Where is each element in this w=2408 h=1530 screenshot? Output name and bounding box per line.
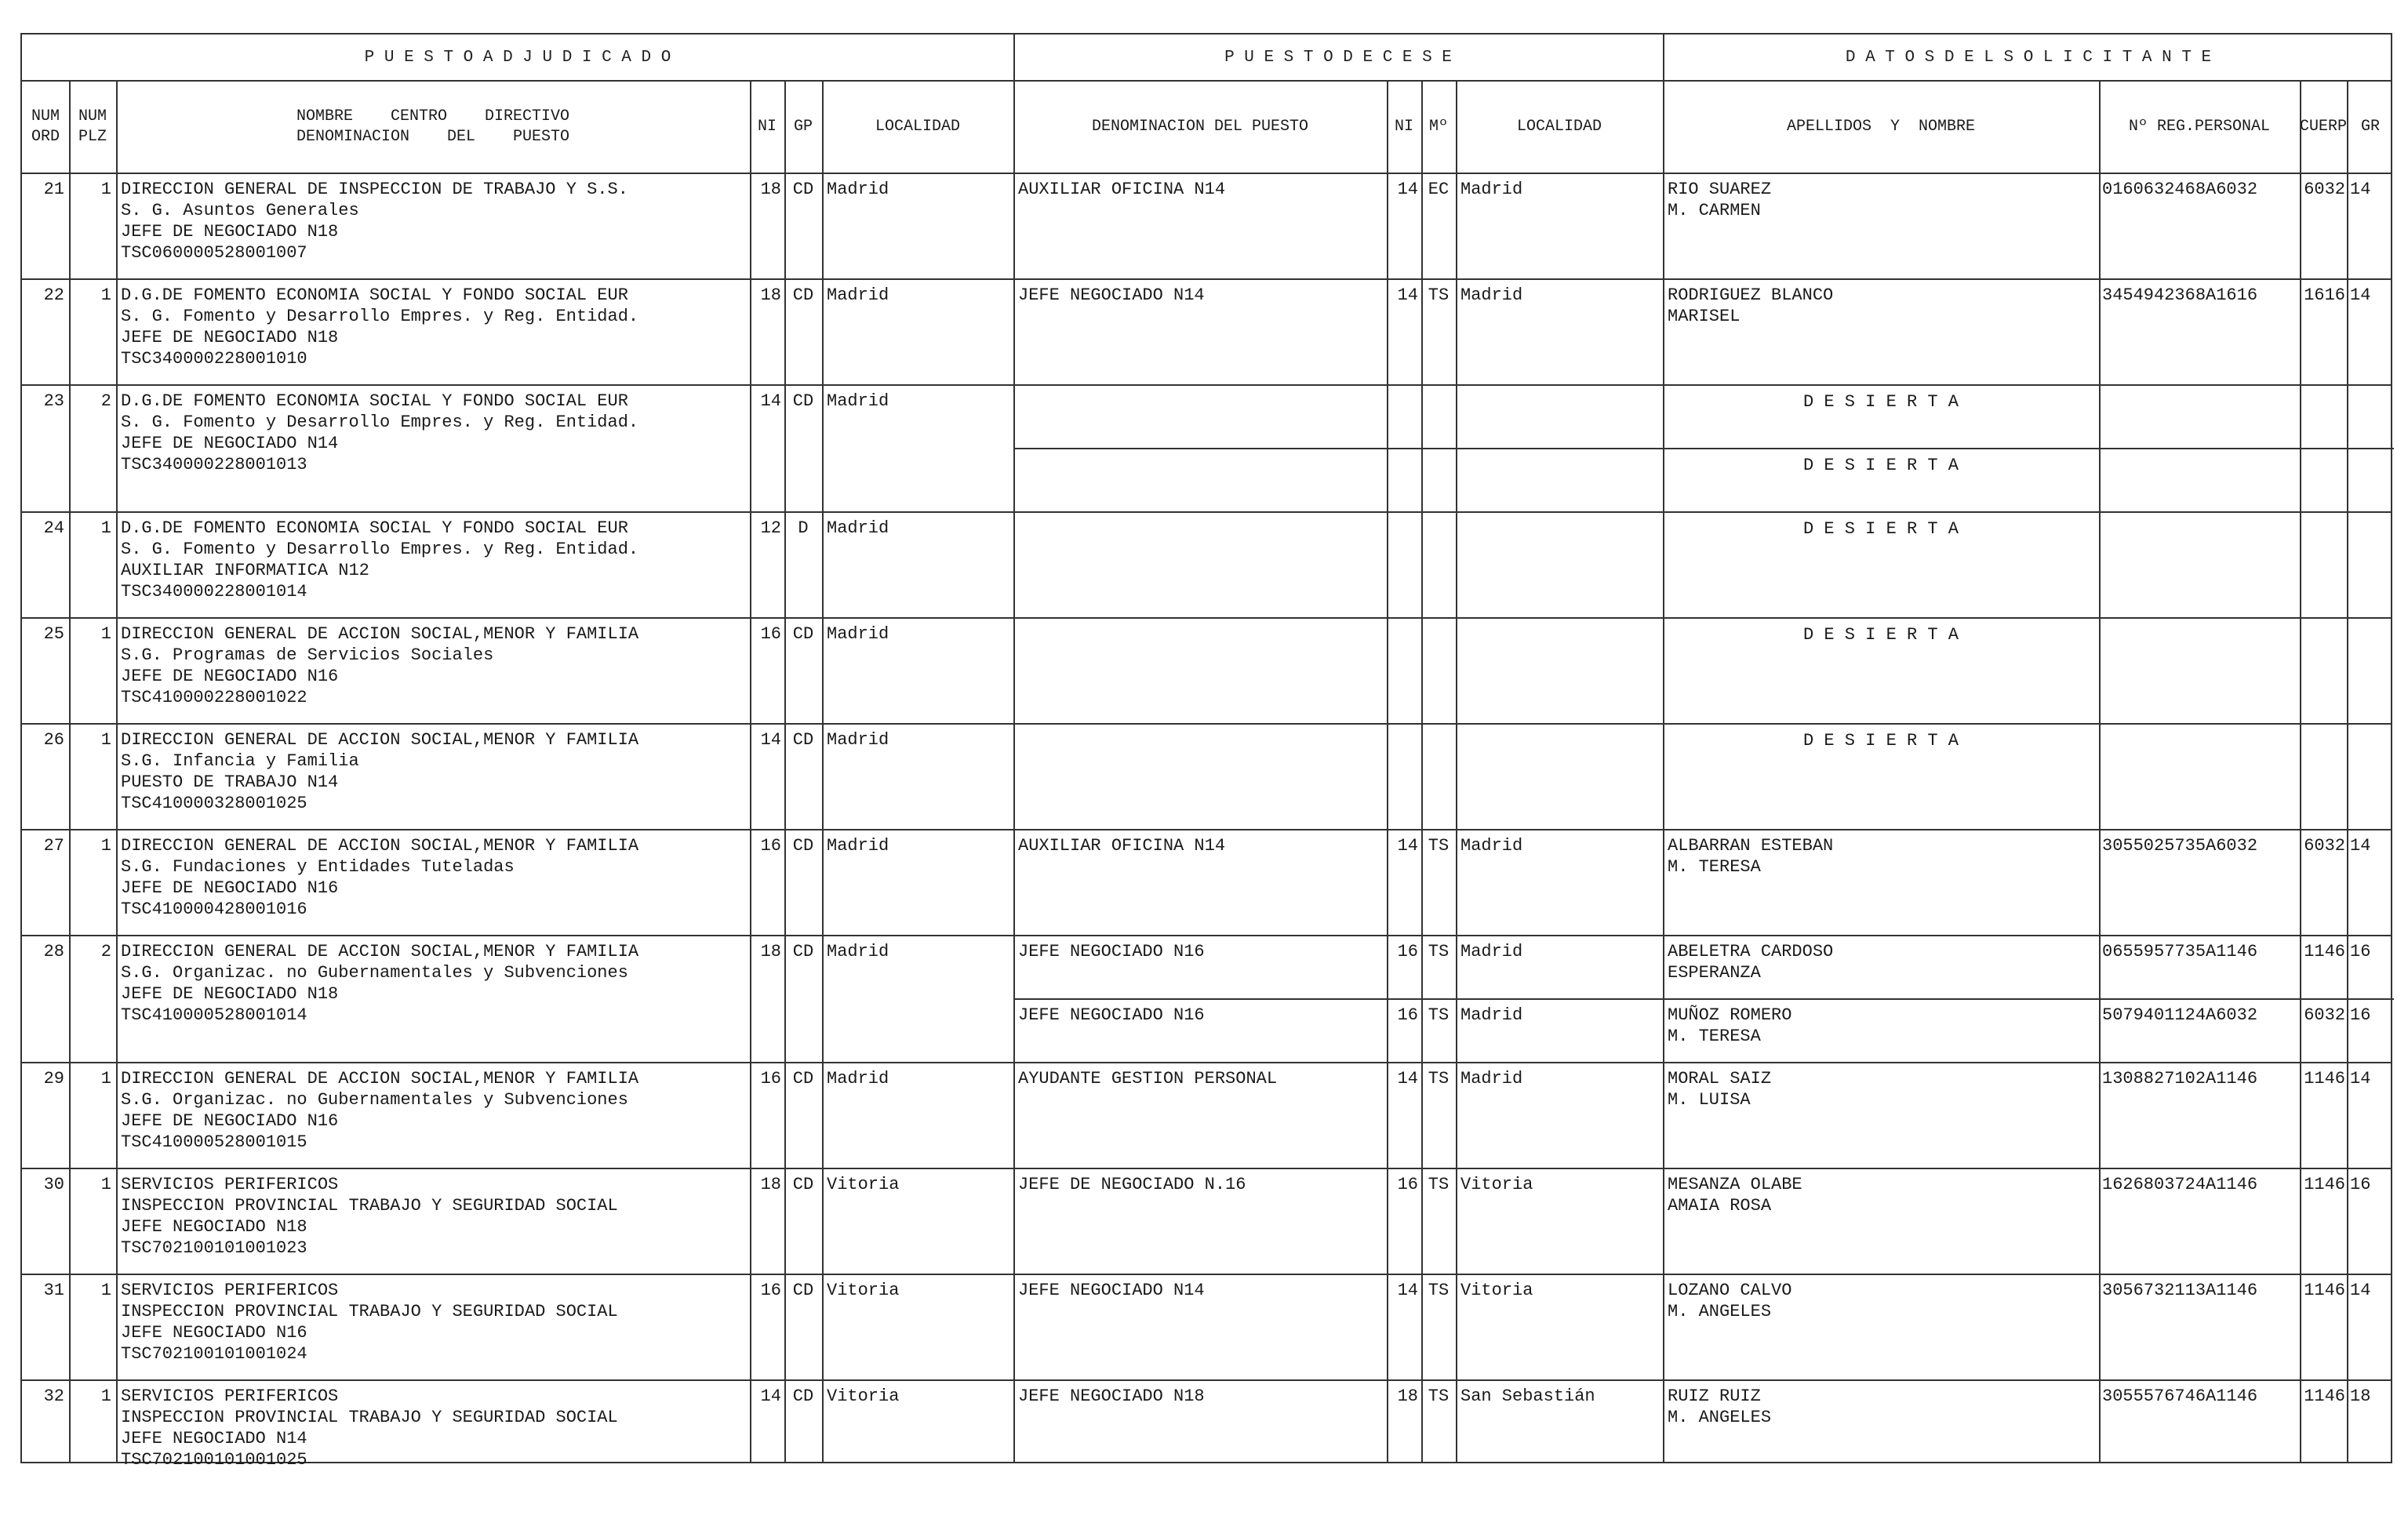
cese-nivel: 18 bbox=[1397, 1386, 1418, 1406]
puesto-line: JEFE NEGOCIADO N16 bbox=[121, 1323, 307, 1343]
header-nombre: NOMBRE CENTRO DIRECTIVO DENOMINACION DEL PUESTO bbox=[296, 107, 570, 146]
num-ord: 30 bbox=[43, 1175, 64, 1194]
header-localidad: LOCALIDAD bbox=[875, 118, 961, 136]
puesto-line: TSC410000528001014 bbox=[121, 1005, 307, 1025]
solicitante-nombre: MUÑOZ ROMERO bbox=[1668, 1005, 1792, 1025]
table-row bbox=[22, 935, 2394, 1062]
localidad: Madrid bbox=[827, 180, 889, 199]
table-row bbox=[22, 173, 2394, 278]
grado: 14 bbox=[2350, 1281, 2371, 1300]
puesto-line: TSC410000228001022 bbox=[121, 688, 307, 707]
num-plz: 1 bbox=[100, 1281, 111, 1300]
cese-modo: TS bbox=[1428, 1175, 1450, 1194]
cese-nivel: 14 bbox=[1397, 180, 1418, 199]
localidad: Madrid bbox=[827, 285, 889, 305]
cese-localidad: San Sebastián bbox=[1460, 1386, 1595, 1406]
grado: 14 bbox=[2350, 1069, 2371, 1088]
num-ord: 22 bbox=[43, 285, 64, 305]
header-divider bbox=[22, 80, 2391, 82]
grado: 14 bbox=[2350, 836, 2371, 856]
grado: 16 bbox=[2350, 1175, 2371, 1194]
num-plz: 2 bbox=[100, 942, 111, 961]
cuerpo: 6032 bbox=[2304, 180, 2345, 199]
header-gp: GP bbox=[793, 118, 813, 136]
nivel: 14 bbox=[760, 391, 781, 411]
puesto-line: JEFE DE NEGOCIADO N16 bbox=[121, 667, 339, 686]
puesto-line: PUESTO DE TRABAJO N14 bbox=[121, 772, 339, 792]
puesto-line: S.G. Programas de Servicios Sociales bbox=[121, 645, 494, 665]
table-row bbox=[22, 511, 2394, 617]
grupo-provision: CD bbox=[792, 285, 814, 305]
cese-denominacion: AUXILIAR OFICINA N14 bbox=[1018, 180, 1226, 199]
nivel: 14 bbox=[760, 1386, 781, 1406]
table-row bbox=[22, 723, 2394, 829]
desierta-label: D E S I E R T A bbox=[1802, 519, 1959, 539]
puesto-line: S. G. Fomento y Desarrollo Empres. y Reg. Entidad. bbox=[121, 412, 639, 432]
table-row bbox=[22, 1379, 2394, 1485]
registro-personal: 3055576746A1146 bbox=[2102, 1386, 2258, 1406]
num-ord: 32 bbox=[43, 1386, 64, 1406]
num-ord: 28 bbox=[43, 942, 64, 961]
num-ord: 27 bbox=[43, 836, 64, 856]
puesto-line: DIRECCION GENERAL DE ACCION SOCIAL,MENOR Y FAMILIA bbox=[121, 1069, 639, 1088]
grupo-provision: CD bbox=[792, 1281, 814, 1300]
cuerpo: 6032 bbox=[2304, 1005, 2345, 1025]
puesto-line: TSC340000228001014 bbox=[121, 582, 307, 601]
grupo-provision: CD bbox=[792, 1386, 814, 1406]
puesto-line: S.G. Organizac. no Gubernamentales y Subvenciones bbox=[121, 1090, 628, 1110]
solicitante-nombre: ALBARRAN ESTEBAN bbox=[1668, 836, 1834, 856]
num-plz: 2 bbox=[100, 391, 111, 411]
cese-localidad: Vitoria bbox=[1460, 1281, 1533, 1300]
num-plz: 1 bbox=[100, 730, 111, 750]
localidad: Madrid bbox=[827, 942, 889, 961]
header-cuerp: CUERP bbox=[2300, 118, 2348, 136]
cese-nivel: 16 bbox=[1397, 1175, 1418, 1194]
puesto-line: TSC702100101001025 bbox=[121, 1450, 307, 1470]
cuerpo: 1146 bbox=[2304, 1175, 2345, 1194]
nivel: 14 bbox=[760, 730, 781, 750]
solicitante-nombre: LOZANO CALVO bbox=[1668, 1281, 1792, 1300]
table-row bbox=[22, 1168, 2394, 1274]
cese-denominacion: JEFE NEGOCIADO N16 bbox=[1018, 942, 1205, 961]
localidad: Vitoria bbox=[827, 1386, 900, 1406]
num-ord: 23 bbox=[43, 391, 64, 411]
localidad: Madrid bbox=[827, 836, 889, 856]
section-datos-solicitante: D A T O S D E L S O L I C I T A N T E bbox=[1845, 48, 2212, 67]
nivel: 12 bbox=[760, 518, 781, 538]
grado: 18 bbox=[2350, 1386, 2371, 1406]
puesto-line: S.G. Fundaciones y Entidades Tuteladas bbox=[121, 857, 515, 877]
header-num-plz: NUM PLZ bbox=[78, 107, 107, 146]
cese-modo: TS bbox=[1428, 285, 1450, 305]
puesto-line: S. G. Asuntos Generales bbox=[121, 201, 359, 220]
num-plz: 1 bbox=[100, 1175, 111, 1194]
num-ord: 21 bbox=[43, 180, 64, 199]
solicitante-nombre: M. TERESA bbox=[1668, 1027, 1761, 1046]
cese-denominacion: JEFE NEGOCIADO N14 bbox=[1018, 1281, 1205, 1300]
num-plz: 1 bbox=[100, 518, 111, 538]
cese-nivel: 14 bbox=[1397, 285, 1418, 305]
puesto-line: TSC410000428001016 bbox=[121, 899, 307, 919]
cese-denominacion: JEFE NEGOCIADO N16 bbox=[1018, 1005, 1205, 1025]
num-ord: 25 bbox=[43, 624, 64, 644]
num-ord: 24 bbox=[43, 518, 64, 538]
puesto-line: AUXILIAR INFORMATICA N12 bbox=[121, 561, 369, 580]
cese-localidad: Madrid bbox=[1460, 942, 1523, 961]
solicitante-nombre: MESANZA OLABE bbox=[1668, 1175, 1802, 1194]
puesto-line: TSC410000328001025 bbox=[121, 794, 307, 813]
cese-modo: EC bbox=[1428, 180, 1450, 199]
cuerpo: 6032 bbox=[2304, 836, 2345, 856]
localidad: Madrid bbox=[827, 1069, 889, 1088]
cese-denominacion: JEFE NEGOCIADO N18 bbox=[1018, 1386, 1205, 1406]
solicitante-nombre: M. LUISA bbox=[1668, 1090, 1751, 1110]
cese-localidad: Madrid bbox=[1460, 1005, 1523, 1025]
num-plz: 1 bbox=[100, 1069, 111, 1088]
header-denominacion: DENOMINACION DEL PUESTO bbox=[1091, 118, 1309, 136]
resolution-table bbox=[20, 33, 2392, 1470]
grupo-provision: CD bbox=[792, 624, 814, 644]
puesto-line: TSC340000228001010 bbox=[121, 349, 307, 369]
puesto-line: TSC702100101001024 bbox=[121, 1344, 307, 1364]
nivel: 16 bbox=[760, 624, 781, 644]
solicitante-nombre: AMAIA ROSA bbox=[1668, 1196, 1772, 1216]
cese-denominacion: JEFE NEGOCIADO N14 bbox=[1018, 285, 1205, 305]
grupo-provision: CD bbox=[792, 836, 814, 856]
header-nreg: Nº REG.PERSONAL bbox=[2128, 118, 2271, 136]
localidad: Madrid bbox=[827, 730, 889, 750]
grupo-provision: CD bbox=[792, 1069, 814, 1088]
nivel: 18 bbox=[760, 1175, 781, 1194]
puesto-line: D.G.DE FOMENTO ECONOMIA SOCIAL Y FONDO SOCIAL EUR bbox=[121, 518, 628, 538]
solicitante-nombre: M. CARMEN bbox=[1668, 201, 1761, 220]
localidad: Madrid bbox=[827, 518, 889, 538]
header-num-ord: NUM ORD bbox=[31, 107, 60, 146]
desierta-label: D E S I E R T A bbox=[1802, 392, 1959, 412]
nivel: 16 bbox=[760, 1069, 781, 1088]
cese-nivel: 14 bbox=[1397, 836, 1418, 856]
grupo-provision: CD bbox=[792, 730, 814, 750]
puesto-line: TSC410000528001015 bbox=[121, 1132, 307, 1152]
table-row bbox=[22, 1062, 2394, 1168]
puesto-line: JEFE DE NEGOCIADO N16 bbox=[121, 878, 339, 898]
solicitante-nombre: M. ANGELES bbox=[1668, 1302, 1772, 1321]
table-row bbox=[22, 384, 2394, 511]
solicitante-nombre: RODRIGUEZ BLANCO bbox=[1668, 285, 1834, 305]
puesto-line: TSC702100101001023 bbox=[121, 1238, 307, 1258]
cese-modo: TS bbox=[1428, 942, 1450, 961]
registro-personal: 1626803724A1146 bbox=[2102, 1175, 2258, 1194]
grado: 16 bbox=[2350, 1005, 2371, 1025]
puesto-line: INSPECCION PROVINCIAL TRABAJO Y SEGURIDAD SOCIAL bbox=[121, 1302, 618, 1321]
nivel: 18 bbox=[760, 285, 781, 305]
nivel: 16 bbox=[760, 1281, 781, 1300]
cese-modo: TS bbox=[1428, 1386, 1450, 1406]
nivel: 18 bbox=[760, 942, 781, 961]
desierta-label: D E S I E R T A bbox=[1802, 456, 1959, 475]
table-row bbox=[22, 617, 2394, 723]
header-ni-cese: NI bbox=[1394, 118, 1413, 136]
puesto-line: JEFE DE NEGOCIADO N18 bbox=[121, 328, 339, 347]
nivel: 16 bbox=[760, 836, 781, 856]
cese-denominacion: AYUDANTE GESTION PERSONAL bbox=[1018, 1069, 1278, 1088]
cese-localidad: Vitoria bbox=[1460, 1175, 1533, 1194]
cese-modo: TS bbox=[1428, 836, 1450, 856]
localidad: Vitoria bbox=[827, 1175, 900, 1194]
num-ord: 29 bbox=[43, 1069, 64, 1088]
registro-personal: 0160632468A6032 bbox=[2102, 180, 2258, 199]
puesto-line: D.G.DE FOMENTO ECONOMIA SOCIAL Y FONDO SOCIAL EUR bbox=[121, 285, 628, 305]
puesto-line: DIRECCION GENERAL DE ACCION SOCIAL,MENOR Y FAMILIA bbox=[121, 624, 639, 644]
cese-nivel: 14 bbox=[1397, 1281, 1418, 1300]
grado: 16 bbox=[2350, 942, 2371, 961]
header-apellidos: APELLIDOS Y NOMBRE bbox=[1786, 118, 1976, 136]
cuerpo: 1146 bbox=[2304, 1281, 2345, 1300]
registro-personal: 3055025735A6032 bbox=[2102, 836, 2258, 856]
solicitante-nombre: RUIZ RUIZ bbox=[1668, 1386, 1761, 1406]
puesto-line: JEFE DE NEGOCIADO N16 bbox=[121, 1111, 339, 1131]
puesto-line: JEFE NEGOCIADO N18 bbox=[121, 1217, 307, 1237]
cese-nivel: 14 bbox=[1397, 1069, 1418, 1088]
cese-localidad: Madrid bbox=[1460, 836, 1523, 856]
puesto-line: D.G.DE FOMENTO ECONOMIA SOCIAL Y FONDO SOCIAL EUR bbox=[121, 391, 628, 411]
num-plz: 1 bbox=[100, 1386, 111, 1406]
puesto-line: INSPECCION PROVINCIAL TRABAJO Y SEGURIDAD SOCIAL bbox=[121, 1408, 618, 1427]
localidad: Madrid bbox=[827, 624, 889, 644]
table-row bbox=[22, 1274, 2394, 1379]
grupo-provision: CD bbox=[792, 942, 814, 961]
cese-nivel: 16 bbox=[1397, 942, 1418, 961]
solicitante-nombre: MORAL SAIZ bbox=[1668, 1069, 1772, 1088]
num-plz: 1 bbox=[100, 836, 111, 856]
puesto-line: S.G. Organizac. no Gubernamentales y Subvenciones bbox=[121, 963, 628, 983]
table-row bbox=[22, 829, 2394, 935]
registro-personal: 0655957735A1146 bbox=[2102, 942, 2258, 961]
registro-personal: 3454942368A1616 bbox=[2102, 285, 2258, 305]
cuerpo: 1146 bbox=[2304, 1069, 2345, 1088]
localidad: Vitoria bbox=[827, 1281, 900, 1300]
header-m: Mº bbox=[1428, 118, 1448, 136]
num-ord: 31 bbox=[43, 1281, 64, 1300]
solicitante-nombre: ABELETRA CARDOSO bbox=[1668, 942, 1834, 961]
localidad: Madrid bbox=[827, 391, 889, 411]
solicitante-nombre: ESPERANZA bbox=[1668, 963, 1761, 983]
puesto-line: S. G. Fomento y Desarrollo Empres. y Reg. Entidad. bbox=[121, 540, 639, 559]
table-row bbox=[22, 278, 2394, 384]
cese-modo: TS bbox=[1428, 1005, 1450, 1025]
desierta-label: D E S I E R T A bbox=[1802, 625, 1959, 645]
puesto-line: TSC060000528001007 bbox=[121, 243, 307, 263]
header-localidad-cese: LOCALIDAD bbox=[1516, 118, 1602, 136]
puesto-line: JEFE DE NEGOCIADO N18 bbox=[121, 984, 339, 1004]
puesto-line: JEFE DE NEGOCIADO N14 bbox=[121, 434, 339, 453]
solicitante-nombre: M. ANGELES bbox=[1668, 1408, 1772, 1427]
registro-personal: 5079401124A6032 bbox=[2102, 1005, 2258, 1025]
section-puesto-adjudicado: P U E S T O A D J U D I C A D O bbox=[364, 48, 671, 67]
num-plz: 1 bbox=[100, 624, 111, 644]
cese-localidad: Madrid bbox=[1460, 180, 1523, 199]
puesto-line: SERVICIOS PERIFERICOS bbox=[121, 1386, 339, 1406]
nivel: 18 bbox=[760, 180, 781, 199]
puesto-line: DIRECCION GENERAL DE ACCION SOCIAL,MENOR Y FAMILIA bbox=[121, 730, 639, 750]
desierta-label: D E S I E R T A bbox=[1802, 731, 1959, 750]
grado: 14 bbox=[2350, 180, 2371, 199]
grupo-provision: CD bbox=[792, 1175, 814, 1194]
puesto-line: DIRECCION GENERAL DE ACCION SOCIAL,MENOR Y FAMILIA bbox=[121, 836, 639, 856]
cese-localidad: Madrid bbox=[1460, 285, 1523, 305]
num-ord: 26 bbox=[43, 730, 64, 750]
puesto-line: JEFE NEGOCIADO N14 bbox=[121, 1429, 307, 1448]
puesto-line: DIRECCION GENERAL DE INSPECCION DE TRABAJO Y S.S. bbox=[121, 180, 628, 199]
cese-modo: TS bbox=[1428, 1069, 1450, 1088]
section-puesto-de-cese: P U E S T O D E C E S E bbox=[1224, 48, 1452, 67]
num-plz: 1 bbox=[100, 180, 111, 199]
cese-localidad: Madrid bbox=[1460, 1069, 1523, 1088]
puesto-line: TSC340000228001013 bbox=[121, 455, 307, 474]
puesto-line: JEFE DE NEGOCIADO N18 bbox=[121, 222, 339, 242]
grado: 14 bbox=[2350, 285, 2371, 305]
cese-denominacion: JEFE DE NEGOCIADO N.16 bbox=[1018, 1175, 1246, 1194]
solicitante-nombre: M. TERESA bbox=[1668, 857, 1761, 877]
grupo-provision: CD bbox=[792, 391, 814, 411]
header-gr: GR bbox=[2360, 118, 2380, 136]
cuerpo: 1146 bbox=[2304, 1386, 2345, 1406]
num-plz: 1 bbox=[100, 285, 111, 305]
puesto-line: S.G. Infancia y Familia bbox=[121, 751, 359, 771]
puesto-line: DIRECCION GENERAL DE ACCION SOCIAL,MENOR Y FAMILIA bbox=[121, 942, 639, 961]
puesto-line: SERVICIOS PERIFERICOS bbox=[121, 1175, 339, 1194]
cuerpo: 1616 bbox=[2304, 285, 2345, 305]
puesto-line: INSPECCION PROVINCIAL TRABAJO Y SEGURIDAD SOCIAL bbox=[121, 1196, 618, 1216]
puesto-line: SERVICIOS PERIFERICOS bbox=[121, 1281, 339, 1300]
solicitante-nombre: RIO SUAREZ bbox=[1668, 180, 1772, 199]
registro-personal: 1308827102A1146 bbox=[2102, 1069, 2258, 1088]
solicitante-nombre: MARISEL bbox=[1668, 307, 1741, 326]
puesto-line: S. G. Fomento y Desarrollo Empres. y Reg. Entidad. bbox=[121, 307, 639, 326]
grupo-provision: CD bbox=[792, 180, 814, 199]
registro-personal: 3056732113A1146 bbox=[2102, 1281, 2258, 1300]
cese-denominacion: AUXILIAR OFICINA N14 bbox=[1018, 836, 1226, 856]
grupo-provision: D bbox=[798, 518, 809, 538]
cese-nivel: 16 bbox=[1397, 1005, 1418, 1025]
header-ni: NI bbox=[757, 118, 777, 136]
cese-modo: TS bbox=[1428, 1281, 1450, 1300]
cuerpo: 1146 bbox=[2304, 942, 2345, 961]
